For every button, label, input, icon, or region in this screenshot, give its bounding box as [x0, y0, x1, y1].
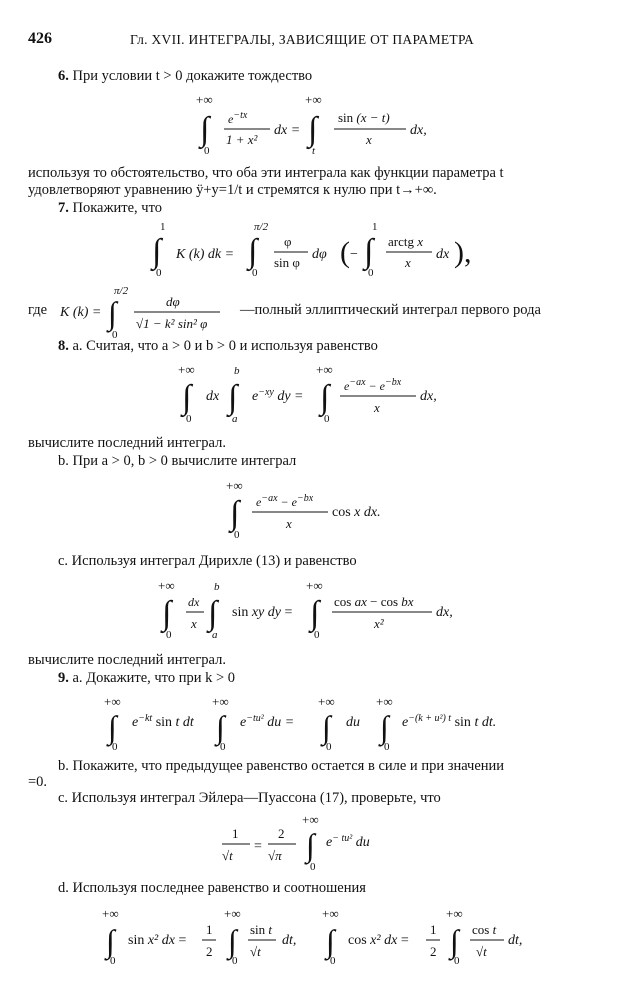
svg-text:√1 − k² sin² φ: √1 − k² sin² φ — [136, 316, 208, 331]
formula-8c — [156, 576, 476, 644]
svg-text:√t: √t — [250, 944, 261, 959]
svg-text:dx: dx — [436, 247, 450, 262]
problem-9-number: 9. — [58, 670, 69, 686]
svg-text:+∞: +∞ — [104, 694, 121, 709]
svg-text:0: 0 — [314, 629, 320, 641]
problem-6-text: При условии t > 0 докажите тождество — [72, 68, 313, 84]
svg-text:dx,: dx, — [420, 389, 437, 404]
svg-text:cos x dx.: cos x dx. — [332, 505, 381, 520]
svg-text:∫: ∫ — [182, 379, 192, 416]
svg-text:∫: ∫ — [320, 379, 330, 416]
svg-text:e−ax − e−bx: $e^{-ax} - e^{-bx}$ — [344, 377, 402, 393]
svg-text:2: 2 — [430, 944, 437, 959]
svg-text:cos x² dx =: cos x² dx = — [348, 933, 409, 948]
svg-text:+∞: +∞ — [446, 906, 463, 921]
svg-text:+∞: +∞ — [158, 578, 175, 593]
svg-text:0: 0 — [166, 629, 172, 641]
svg-text:∫: ∫ — [380, 709, 389, 745]
problem-9a-intro — [58, 670, 628, 687]
svg-text:∫: ∫ — [306, 827, 315, 863]
svg-text:0: 0 — [110, 955, 116, 967]
svg-text:∫: ∫ — [310, 595, 320, 632]
problem-6-after-2: удовлетворяют уравнению ÿ+y=1/t и стремятся к нулю при t→+∞. — [28, 182, 437, 198]
svg-text:sin t: sin t — [250, 922, 273, 937]
formula-9c — [220, 812, 400, 874]
svg-text:0: 0 — [156, 267, 162, 279]
page-number: 426 — [28, 30, 52, 47]
svg-text:e−xy dy =: $e^{-xy}$ dy = — [252, 387, 304, 404]
svg-text:K (k) dk =: K (k) dk = — [176, 247, 235, 262]
svg-text:∫: ∫ — [364, 233, 374, 270]
svg-text:1: 1 — [372, 221, 378, 233]
problem-8c-text: c. Используя интеграл Дирихле (13) и равенство — [58, 553, 357, 569]
svg-text:0: 0 — [186, 413, 192, 425]
problem-8c-after: вычислите последний интеграл. — [28, 652, 226, 668]
problem-7-intro — [58, 200, 628, 217]
formula-8a — [176, 360, 466, 428]
svg-text:0: 0 — [112, 741, 118, 753]
svg-text:0: 0 — [310, 861, 316, 873]
svg-text:∫: ∫ — [248, 233, 258, 270]
svg-text:dt,: dt, — [508, 933, 523, 948]
svg-text:dφ: dφ — [312, 247, 327, 262]
svg-text:dt,: dt, — [282, 933, 297, 948]
problem-6-intro — [58, 68, 628, 85]
svg-text:∫: ∫ — [308, 111, 318, 148]
svg-text:+∞: +∞ — [305, 92, 322, 107]
svg-text:∫: ∫ — [228, 379, 238, 416]
svg-text:sin x² dx =: sin x² dx = — [128, 933, 187, 948]
svg-text:π/2: π/2 — [114, 285, 129, 297]
svg-text:0: 0 — [330, 955, 336, 967]
svg-text:sin φ: sin φ — [274, 255, 300, 270]
svg-text:x: x — [405, 255, 411, 270]
svg-text:√π: √π — [268, 848, 282, 863]
svg-text:∫: ∫ — [230, 495, 240, 532]
svg-text:e−kt sin t dt: $e^{-kt}$ sin t dt — [132, 713, 194, 730]
svg-text:+∞: +∞ — [302, 812, 319, 827]
svg-text:x: x — [191, 616, 197, 631]
svg-text:√t: √t — [476, 944, 487, 959]
problem-9a-text: a. Докажите, что при k > 0 — [72, 670, 236, 686]
svg-text:+∞: +∞ — [226, 478, 243, 493]
svg-text:+∞: +∞ — [224, 906, 241, 921]
svg-text:cos ax − cos bx: cos ax − cos bx — [334, 594, 414, 609]
svg-text:),: ), — [454, 236, 472, 269]
formula-7-elliptic — [60, 282, 250, 340]
svg-text:x: x — [366, 132, 372, 147]
problem-6-number: 6. — [58, 68, 69, 84]
problem-8-number: 8. — [58, 338, 69, 354]
svg-text:0: 0 — [326, 741, 332, 753]
svg-text:0: 0 — [204, 145, 210, 157]
svg-text:2: 2 — [278, 826, 285, 841]
svg-text:0: 0 — [252, 267, 258, 279]
svg-text:∫: ∫ — [108, 295, 117, 331]
svg-text:√t: √t — [222, 848, 233, 863]
svg-text:b: b — [234, 365, 240, 377]
svg-text:+∞: +∞ — [306, 578, 323, 593]
svg-text:+∞: +∞ — [316, 362, 333, 377]
problem-7-where-prefix: где — [28, 302, 48, 318]
problem-8a-after: вычислите последний интеграл. — [28, 435, 226, 451]
svg-text:0: 0 — [368, 267, 374, 279]
svg-text:b: b — [214, 581, 220, 593]
problem-9b-text-1: b. Покажите, что предыдущее равенство остается в силе и при значении — [58, 758, 505, 774]
svg-text:e−ax − e−bx: $e^{-ax} - e^{-bx}$ — [256, 493, 314, 509]
problem-7-text: Покажите, что — [72, 200, 162, 216]
chapter-title: Гл. XVII. ИНТЕГРАЛЫ, ЗАВИСЯЩИЕ ОТ ПАРАМЕТРА — [130, 32, 475, 47]
svg-text:∫: ∫ — [106, 923, 115, 959]
svg-text:0: 0 — [454, 955, 460, 967]
svg-text:1 + x²: 1 + x² — [226, 132, 258, 147]
formula-9d — [100, 904, 540, 970]
svg-text:0: 0 — [384, 741, 390, 753]
svg-text:0: 0 — [234, 529, 240, 541]
svg-text:+∞: +∞ — [178, 362, 195, 377]
formula-8b — [224, 476, 404, 544]
problem-9c-text: c. Используя интеграл Эйлера—Пуассона (17), проверьте, что — [58, 790, 441, 806]
svg-text:∫: ∫ — [152, 233, 162, 270]
svg-text:e−tu² du =: $e^{-tu^2}$ du = — [240, 713, 295, 730]
svg-text:0: 0 — [324, 413, 330, 425]
svg-text:dx: dx — [188, 595, 200, 609]
svg-text:e−tx: $e^{-tx}$ — [228, 110, 248, 126]
svg-text:1: 1 — [232, 826, 239, 841]
svg-text:x²: x² — [374, 616, 384, 631]
svg-text:a: a — [232, 413, 238, 425]
svg-text:t: t — [312, 145, 316, 157]
problem-7-where-suffix: —полный эллиптический интеграл первого рода — [240, 302, 541, 318]
svg-text:+∞: +∞ — [196, 92, 213, 107]
svg-text:cos t: cos t — [472, 922, 497, 937]
svg-text:π/2: π/2 — [254, 221, 269, 233]
svg-text:∫: ∫ — [216, 709, 225, 745]
svg-text:0: 0 — [112, 329, 118, 340]
svg-text:sin xy dy =: sin xy dy = — [232, 605, 293, 620]
svg-text:+∞: +∞ — [318, 694, 335, 709]
svg-text:dx,: dx, — [436, 605, 453, 620]
svg-text:φ: φ — [284, 234, 292, 249]
svg-text:K (k) =: K (k) = — [60, 305, 102, 320]
svg-text:du: du — [346, 715, 360, 730]
svg-text:1: 1 — [206, 922, 213, 937]
svg-text:∫: ∫ — [322, 709, 331, 745]
svg-text:∫: ∫ — [162, 595, 172, 632]
formula-7 — [150, 218, 480, 280]
svg-text:arctg x: arctg x — [388, 234, 424, 249]
problem-8a-intro — [58, 338, 628, 355]
svg-text:x: x — [374, 400, 380, 415]
svg-text:2: 2 — [206, 944, 213, 959]
svg-text:+∞: +∞ — [102, 906, 119, 921]
svg-text:+∞: +∞ — [322, 906, 339, 921]
svg-text:∫: ∫ — [108, 709, 117, 745]
formula-9a — [100, 692, 530, 754]
svg-text:x: x — [286, 516, 292, 531]
svg-text:∫: ∫ — [208, 595, 218, 632]
svg-text:∫: ∫ — [228, 923, 237, 959]
svg-text:∫: ∫ — [326, 923, 335, 959]
formula-6 — [180, 92, 450, 158]
svg-text:0: 0 — [232, 955, 238, 967]
svg-text:sin (x − t): sin (x − t) — [338, 110, 390, 125]
problem-8a-text: a. Считая, что a > 0 и b > 0 и используя равенство — [72, 338, 378, 354]
svg-text:+∞: +∞ — [212, 694, 229, 709]
problem-8b-text: b. При a > 0, b > 0 вычислите интеграл — [58, 453, 297, 469]
svg-text:a: a — [212, 629, 218, 641]
svg-text:dφ: dφ — [166, 294, 180, 309]
svg-text:1: 1 — [430, 922, 437, 937]
svg-text:dx: dx — [206, 389, 220, 404]
svg-text:0: 0 — [220, 741, 226, 753]
svg-text:+∞: +∞ — [376, 694, 393, 709]
svg-text:dx,: dx, — [410, 123, 427, 138]
svg-text:−: − — [350, 247, 358, 262]
problem-9d-text: d. Используя последнее равенство и соотношения — [58, 880, 366, 896]
problem-7-number: 7. — [58, 200, 69, 216]
svg-text:e− tu² du: $e^{- tu^2}$ du — [326, 833, 370, 850]
svg-text:∫: ∫ — [200, 111, 210, 148]
svg-text:dx =: dx = — [274, 123, 301, 138]
svg-text:1: 1 — [160, 221, 166, 233]
svg-text:(: ( — [340, 236, 350, 269]
svg-text:∫: ∫ — [450, 923, 459, 959]
svg-text:=: = — [254, 839, 262, 854]
svg-text:e−(k + u²) t sin t dt.: $e^{-(k + u^2) t}$ sin t dt. — [402, 713, 497, 730]
problem-9b-text-2: =0. — [28, 774, 48, 790]
problem-6-after-1: используя то обстоятельство, что оба эти интеграла как функции параметра t — [28, 165, 504, 181]
